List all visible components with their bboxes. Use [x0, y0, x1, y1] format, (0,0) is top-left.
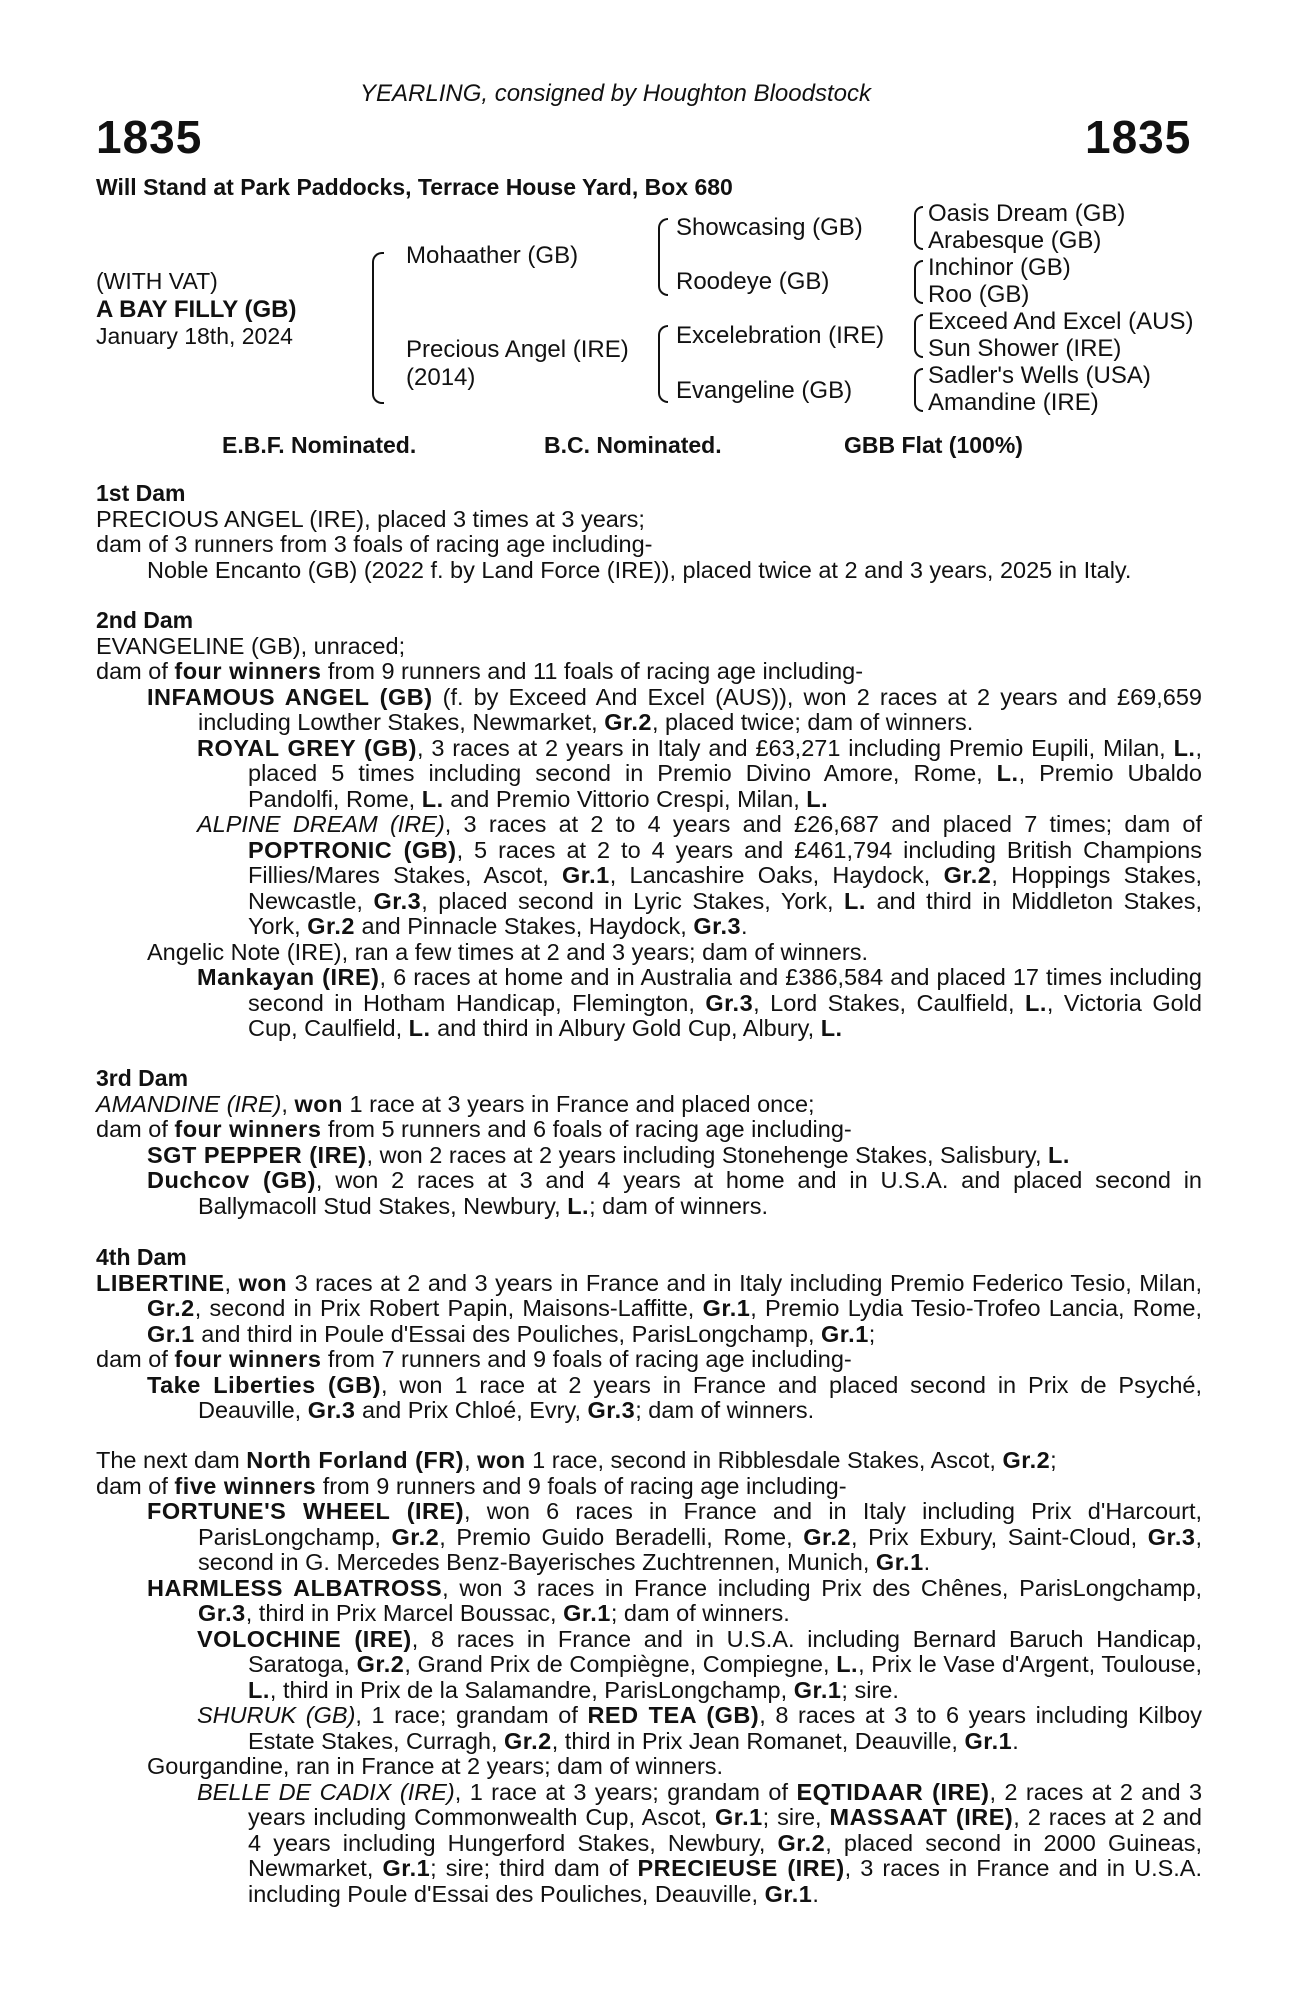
- ped-ss: Showcasing (GB): [676, 214, 863, 241]
- second-dam-produce: dam of four winners from 9 runners and 11 foals of racing age including-: [96, 658, 864, 684]
- ped-ssd: Arabesque (GB): [928, 227, 1102, 254]
- first-dam-section: [96, 481, 1202, 583]
- first-dam-line: PRECIOUS ANGEL (IRE), placed 3 times at 3 years;: [96, 505, 645, 532]
- foal-entry: ROYAL GREY (GB), 3 races at 2 years in Italy and £63,271 including Premio Eupili, Milan, L., placed 5 times including second in Premio Divino Amore, Rome, L., Premio Ubaldo Pandolfi, Rome, L. and Premio Vittorio Crespi, Milan, L.: [197, 734, 1202, 812]
- ped-dam-year: (2014): [406, 364, 476, 391]
- brace-gen1: [372, 252, 384, 404]
- horse-name: A BAY FILLY (GB): [96, 296, 297, 323]
- ped-dam: Precious Angel (IRE): [406, 336, 629, 363]
- brace-ss: [914, 206, 923, 250]
- foal-entry: VOLOCHINE (IRE), 8 races in France and in U.S.A. including Bernard Baruch Handicap, Saratoga, Gr.2, Grand Prix de Compiègne, Compiegne, L., Prix le Vase d'Argent, Toulouse, L., third in Prix de la Salamandre, ParisLongchamp, Gr.1; sire.: [197, 1625, 1203, 1703]
- next-dam-section: [96, 1448, 1202, 1907]
- foal-entry: SHURUK (GB), 1 race; grandam of RED TEA (GB), 8 races at 3 to 6 years including Kilboy Estate Stakes, Curragh, Gr.2, third in Prix Jean Romanet, Deauville, Gr.1.: [197, 1702, 1202, 1754]
- third-dam-section: [96, 1066, 1202, 1219]
- lot-number-right: 1835: [1085, 111, 1192, 163]
- next-dam-produce: dam of five winners from 9 runners and 9 foals of racing age including-: [96, 1472, 847, 1499]
- ped-sdd: Roo (GB): [928, 281, 1030, 308]
- brace-dd: [914, 368, 923, 412]
- second-dam-section: [96, 608, 1202, 1042]
- foal-entry: ALPINE DREAM (IRE), 3 races at 2 to 4 years and £26,687 and placed 7 times; dam of POPTRONIC (GB), 5 races at 2 to 4 years and £461,794 including British Champions Fillies/Mares Stakes, Ascot, Gr.1, Lancashire Oaks, Haydock, Gr.2, Hoppings Stakes, Newcastle, Gr.3, placed second in Lyric Stakes, York, L. and third in Middleton Stakes, York, Gr.2 and Pinnacle Stakes, Haydock, Gr.3.: [197, 811, 1203, 939]
- foal-entry: INFAMOUS ANGEL (GB) (f. by Exceed And Excel (AUS)), won 2 races at 2 years and £69,659 including Lowther Stakes, Newmarket, Gr.2, placed twice; dam of winners.: [147, 683, 1202, 735]
- ped-sd: Roodeye (GB): [676, 268, 830, 295]
- foal-entry: Duchcov (GB), won 2 races at 3 and 4 years at home and in U.S.A. and placed second in Ballymacoll Stud Stakes, Newbury, L.; dam of winners.: [147, 1167, 1202, 1219]
- ped-ds: Excelebration (IRE): [676, 322, 885, 349]
- next-dam-line: The next dam North Forland (FR), won 1 race, second in Ribblesdale Stakes, Ascot, Gr.2;: [96, 1447, 1057, 1473]
- foal-entry: SGT PEPPER (IRE), won 2 races at 2 years including Stonehenge Stakes, Salisbury, L.: [147, 1141, 1070, 1168]
- foal-entry: Noble Encanto (GB) (2022 f. by Land Force (IRE)), placed twice at 2 and 3 years, 2025 in Italy.: [147, 556, 1132, 583]
- second-dam-heading: 2nd Dam: [96, 607, 194, 633]
- ped-dd: Evangeline (GB): [676, 377, 853, 404]
- ped-dsd: Sun Shower (IRE): [928, 335, 1122, 362]
- fourth-dam-section: [96, 1245, 1202, 1424]
- foal-entry: Gourgandine, ran in France at 2 years; dam of winners.: [147, 1753, 724, 1779]
- brace-dam: [658, 325, 668, 403]
- ped-dds: Sadler's Wells (USA): [928, 362, 1151, 389]
- fourth-dam-heading: 4th Dam: [96, 1244, 187, 1270]
- vat-note: (WITH VAT): [96, 268, 218, 294]
- ped-sss: Oasis Dream (GB): [928, 200, 1126, 227]
- fourth-dam-produce: dam of four winners from 7 runners and 9 foals of racing age including-: [96, 1346, 852, 1372]
- ped-ddd: Amandine (IRE): [928, 389, 1099, 416]
- ebf-nomination: E.B.F. Nominated.: [222, 432, 417, 458]
- sale-subtitle: YEARLING, consigned by Houghton Bloodstock: [360, 80, 871, 107]
- third-dam-produce: dam of four winners from 5 runners and 6 foals of racing age including-: [96, 1116, 852, 1142]
- first-dam-produce: dam of 3 runners from 3 foals of racing age including-: [96, 531, 653, 557]
- foal-entry: HARMLESS ALBATROSS, won 3 races in France including Prix des Chênes, ParisLongchamp, Gr.3, third in Prix Marcel Boussac, Gr.1; dam of winners.: [147, 1574, 1203, 1626]
- third-dam-heading: 3rd Dam: [96, 1065, 189, 1091]
- brace-sire: [658, 218, 668, 296]
- lot-number-left: 1835: [96, 111, 203, 163]
- ped-sire: Mohaather (GB): [406, 242, 579, 269]
- second-dam-line: EVANGELINE (GB), unraced;: [96, 632, 406, 659]
- ped-sds: Inchinor (GB): [928, 254, 1071, 281]
- brace-ds: [914, 314, 923, 358]
- foaling-date: January 18th, 2024: [96, 323, 293, 349]
- fourth-dam-line: LIBERTINE, won 3 races at 2 and 3 years in France and in Italy including Premio Federico Tesio, Milan, Gr.2, second in Prix Robert Papin, Maisons-Laffitte, Gr.1, Premio Lydia Tesio-Trofeo Lancia, Rome, Gr.1 and third in Poule d'Essai des Pouliches, ParisLongchamp, Gr.1;: [96, 1269, 1203, 1347]
- third-dam-line: AMANDINE (IRE), won 1 race at 3 years in France and placed once;: [96, 1090, 815, 1117]
- bc-nomination: B.C. Nominated.: [544, 432, 722, 458]
- foal-entry: FORTUNE'S WHEEL (IRE), won 6 races in France and in Italy including Prix d'Harcourt, ParisLongchamp, Gr.2, Premio Guido Beradelli, Rome, Gr.2, Prix Exbury, Saint-Cloud, Gr.3, second in G. Mercedes Benz-Bayerisches Zuchtrennen, Munich, Gr.1.: [147, 1498, 1203, 1575]
- foal-entry: Take Liberties (GB), won 1 race at 2 years in France and placed second in Prix de Psyché, Deauville, Gr.3 and Prix Chloé, Evry, Gr.3; dam of winners.: [147, 1371, 1202, 1423]
- first-dam-heading: 1st Dam: [96, 480, 186, 506]
- gbb-flat: GBB Flat (100%): [844, 432, 1023, 458]
- foal-entry: Angelic Note (IRE), ran a few times at 2 and 3 years; dam of winners.: [147, 938, 868, 965]
- brace-sd: [914, 260, 923, 304]
- ped-dss: Exceed And Excel (AUS): [928, 308, 1194, 335]
- foal-entry: BELLE DE CADIX (IRE), 1 race at 3 years; grandam of EQTIDAAR (IRE), 2 races at 2 and 3 years including Commonwealth Cup, Ascot, Gr.1; sire, MASSAAT (IRE), 2 races at 2 and 4 years including Hungerford Stakes, Newbury, Gr.2, placed second in 2000 Guineas, Newmarket, Gr.1; sire; third dam of PRECIEUSE (IRE), 3 races in France and in U.S.A. including Poule d'Essai des Pouliches, Deauville, Gr.1.: [197, 1778, 1203, 1907]
- stand-location: Will Stand at Park Paddocks, Terrace House Yard, Box 680: [96, 174, 733, 200]
- foal-entry: Mankayan (IRE), 6 races at home and in Australia and £386,584 and placed 17 times including second in Hotham Handicap, Flemington, Gr.3, Lord Stakes, Caulfield, L., Victoria Gold Cup, Caulfield, L. and third in Albury Gold Cup, Albury, L.: [197, 964, 1202, 1041]
